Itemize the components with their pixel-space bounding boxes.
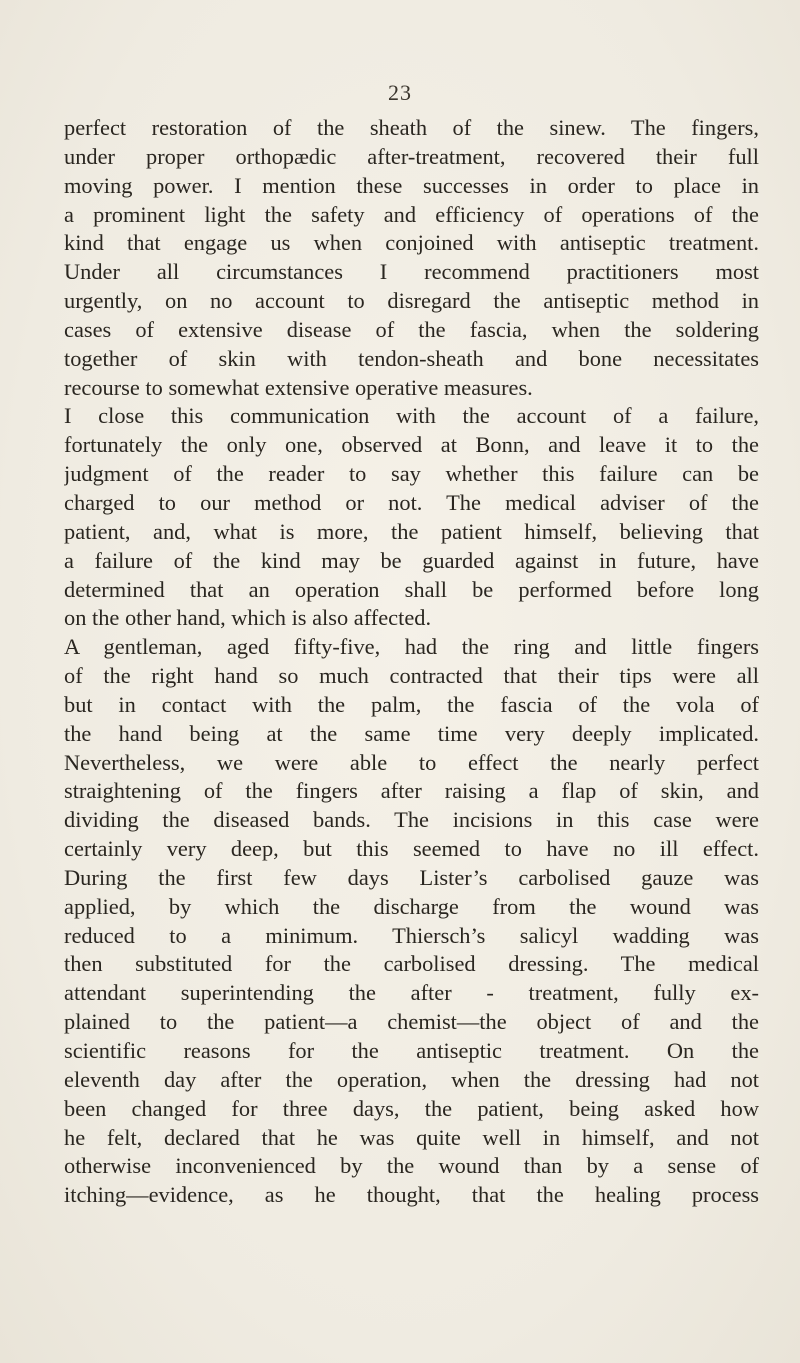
text-line: moving power. I mention these successes in order to place in	[64, 172, 759, 198]
text-line: then substituted for the carbolised dressing. The medical	[64, 951, 759, 977]
text-line: I close this communication with the account of a failure,	[64, 403, 759, 429]
text-line: together of skin with tendon-sheath and bone necessitates	[64, 345, 759, 371]
text-line: straightening of the fingers after raising a flap of skin, and	[64, 778, 759, 804]
text-line: judgment of the reader to say whether this failure can be	[64, 461, 759, 487]
text-line: applied, by which the discharge from the wound was	[64, 893, 759, 919]
text-line: Under all circumstances I recommend practitioners most	[64, 259, 759, 285]
text-line: he felt, declared that he was quite well in himself, and not	[64, 1124, 759, 1150]
text-line: During the first few days Lister’s carbolised gauze was	[64, 864, 759, 890]
text-line: Nevertheless, we were able to effect the nearly perfect	[64, 749, 759, 775]
text-line: a prominent light the safety and efficiency of operations of the	[64, 201, 759, 227]
text-line: plained to the patient—a chemist—the object of and the	[64, 1009, 759, 1035]
text-line: the hand being at the same time very deeply implicated.	[64, 720, 759, 746]
text-line: otherwise inconvenienced by the wound than by a sense of	[64, 1153, 759, 1179]
text-line: been changed for three days, the patient, being asked how	[64, 1095, 759, 1121]
text-line: charged to our method or not. The medical adviser of the	[64, 489, 759, 515]
text-line: urgently, on no account to disregard the antiseptic method in	[64, 288, 759, 314]
text-line: dividing the diseased bands. The incisions in this case were	[64, 807, 759, 833]
text-line: attendant superintending the after - treatment, fully ex-	[64, 980, 759, 1006]
text-line: but in contact with the palm, the fascia of the vola of	[64, 691, 759, 717]
text-line: perfect restoration of the sheath of the sinew. The fingers,	[64, 115, 759, 140]
page-number: 23	[388, 80, 412, 105]
text-line: fortunately the only one, observed at Bonn, and leave it to the	[64, 432, 759, 458]
text-line: determined that an operation shall be performed before long	[64, 576, 759, 602]
text-line: scientific reasons for the antiseptic treatment. On the	[64, 1038, 759, 1063]
text-line: eleventh day after the operation, when the dressing had not	[64, 1066, 759, 1092]
text-line: kind that engage us when conjoined with antiseptic treatment.	[64, 230, 759, 256]
text-line: on the other hand, which is also affected.	[64, 605, 432, 631]
text-line: cases of extensive disease of the fascia, when the soldering	[64, 316, 759, 342]
text-line: under proper orthopædic after-treatment, recovered their full	[64, 143, 759, 169]
text-line: itching—evidence, as he thought, that the healing process	[64, 1182, 759, 1208]
text-line: patient, and, what is more, the patient himself, believing that	[64, 518, 759, 544]
text-line: reduced to a minimum. Thiersch’s salicyl wadding was	[64, 922, 759, 948]
text-line: a failure of the kind may be guarded against in future, have	[64, 547, 759, 573]
text-line: recourse to somewhat extensive operative measures.	[64, 374, 533, 400]
body-text	[64, 114, 759, 1210]
text-line: of the right hand so much contracted that their tips were all	[64, 663, 759, 689]
text-line: A gentleman, aged fifty-five, had the ring and little fingers	[64, 634, 759, 660]
text-line: certainly very deep, but this seemed to have no ill effect.	[64, 836, 759, 862]
